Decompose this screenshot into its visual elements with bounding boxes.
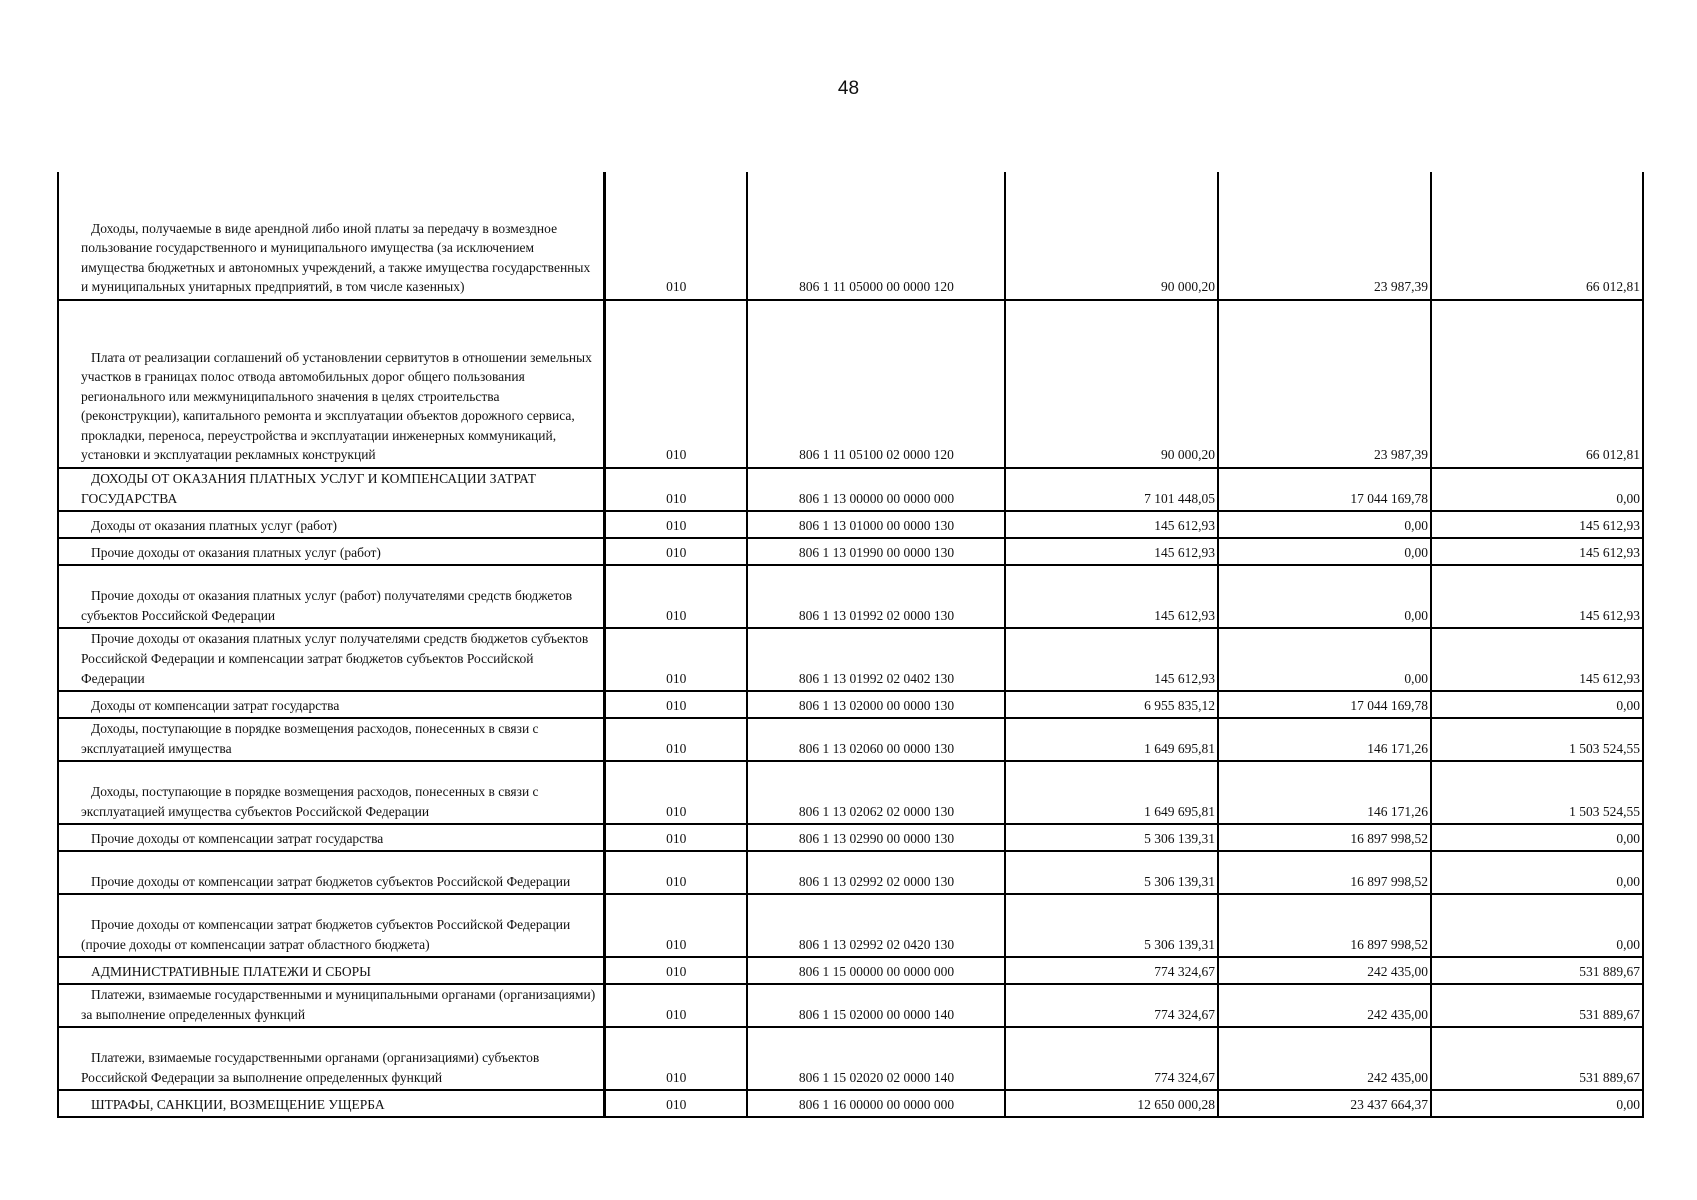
row-name: Прочие доходы от оказания платных услуг (работ) <box>91 544 381 560</box>
amount-col5-cell: 0,00 <box>1218 511 1431 538</box>
budget-code-cell: 806 1 13 01992 02 0402 130 <box>747 628 1005 691</box>
amount-col6-cell: 145 612,93 <box>1431 538 1643 565</box>
row-name-cell <box>58 1027 604 1090</box>
amount-col4-cell: 1 649 695,81 <box>1005 761 1218 824</box>
amount-col6-cell: 0,00 <box>1431 824 1643 851</box>
budget-code-cell: 806 1 13 01992 02 0000 130 <box>747 565 1005 628</box>
row-name-cell <box>58 628 604 691</box>
table-row <box>58 984 1643 1027</box>
amount-col5-cell: 16 897 998,52 <box>1218 824 1431 851</box>
row-name-cell <box>58 300 604 468</box>
row-name-cell <box>58 538 604 565</box>
budget-code-cell: 806 1 13 02990 00 0000 130 <box>747 824 1005 851</box>
amount-col4-cell: 90 000,20 <box>1005 172 1218 300</box>
table-row <box>58 761 1643 824</box>
budget-code-cell: 806 1 13 02060 00 0000 130 <box>747 718 1005 761</box>
line-code-cell: 010 <box>604 691 747 718</box>
amount-col6-cell: 1 503 524,55 <box>1431 718 1643 761</box>
table-row <box>58 1090 1643 1117</box>
table-row <box>58 468 1643 511</box>
amount-col5-cell: 17 044 169,78 <box>1218 468 1431 511</box>
line-code-cell: 010 <box>604 718 747 761</box>
amount-col6-cell: 0,00 <box>1431 1090 1643 1117</box>
row-name-cell <box>58 565 604 628</box>
amount-col4-cell: 90 000,20 <box>1005 300 1218 468</box>
line-code-cell: 010 <box>604 851 747 894</box>
row-name-cell <box>58 718 604 761</box>
row-name-cell <box>58 1090 604 1117</box>
line-code-cell: 010 <box>604 984 747 1027</box>
row-name: Доходы от компенсации затрат государства <box>91 697 340 713</box>
budget-code-cell: 806 1 13 02992 02 0000 130 <box>747 851 1005 894</box>
row-name: Прочие доходы от компенсации затрат бюджетов субъектов Российской Федерации <box>91 873 571 889</box>
table-row <box>58 957 1643 984</box>
row-name: АДМИНИСТРАТИВНЫЕ ПЛАТЕЖИ И СБОРЫ <box>91 963 371 979</box>
amount-col5-cell: 242 435,00 <box>1218 957 1431 984</box>
row-name: ДОХОДЫ ОТ ОКАЗАНИЯ ПЛАТНЫХ УСЛУГ И КОМПЕНСАЦИИ ЗАТРАТ ГОСУДАРСТВА <box>81 471 536 506</box>
amount-col5-cell: 146 171,26 <box>1218 761 1431 824</box>
amount-col4-cell: 145 612,93 <box>1005 628 1218 691</box>
row-name-cell <box>58 468 604 511</box>
table-row <box>58 1027 1643 1090</box>
amount-col6-cell: 1 503 524,55 <box>1431 761 1643 824</box>
row-name-cell <box>58 894 604 957</box>
amount-col6-cell: 0,00 <box>1431 851 1643 894</box>
row-name: Плата от реализации соглашений об установлении сервитутов в отношении земельных участков в границах полос отвода автомобильных дорог общего пользования регионального или межмуниципального значения в целях строительства (реконструкции), капитального ремонта и эксплуатации объектов дорожного сервиса, прокладки, переноса, переустройства и эксплуатации инженерных коммуникаций, установки и эксплуатации рекламных конструкций <box>81 349 592 463</box>
line-code-cell: 010 <box>604 1027 747 1090</box>
amount-col6-cell: 531 889,67 <box>1431 984 1643 1027</box>
amount-col4-cell: 6 955 835,12 <box>1005 691 1218 718</box>
amount-col6-cell: 0,00 <box>1431 691 1643 718</box>
line-code-cell: 010 <box>604 1090 747 1117</box>
row-name: Прочие доходы от оказания платных услуг (работ) получателями средств бюджетов субъектов Российской Федерации <box>81 588 573 623</box>
amount-col5-cell: 23 437 664,37 <box>1218 1090 1431 1117</box>
amount-col5-cell: 0,00 <box>1218 538 1431 565</box>
line-code-cell: 010 <box>604 172 747 300</box>
page-number: 48 <box>837 78 860 99</box>
table-row <box>58 538 1643 565</box>
amount-col6-cell: 66 012,81 <box>1431 172 1643 300</box>
amount-col4-cell: 145 612,93 <box>1005 538 1218 565</box>
amount-col5-cell: 242 435,00 <box>1218 984 1431 1027</box>
line-code-cell: 010 <box>604 894 747 957</box>
budget-code-cell: 806 1 13 01000 00 0000 130 <box>747 511 1005 538</box>
amount-col6-cell: 66 012,81 <box>1431 300 1643 468</box>
amount-col4-cell: 5 306 139,31 <box>1005 894 1218 957</box>
amount-col5-cell: 16 897 998,52 <box>1218 851 1431 894</box>
row-name: Доходы от оказания платных услуг (работ) <box>91 517 337 533</box>
table-row <box>58 824 1643 851</box>
amount-col4-cell: 145 612,93 <box>1005 511 1218 538</box>
row-name: Доходы, получаемые в виде арендной либо иной платы за передачу в возмездное пользование государственного и муниципального имущества (за исключением имущества бюджетных и автономных учреждений, а также имущества государственных и муниципальных унитарных предприятий, в том числе казенных) <box>81 220 591 295</box>
row-name-cell <box>58 851 604 894</box>
line-code-cell: 010 <box>604 957 747 984</box>
amount-col4-cell: 5 306 139,31 <box>1005 824 1218 851</box>
row-name: Прочие доходы от оказания платных услуг получателями средств бюджетов субъектов Российской Федерации и компенсации затрат бюджетов субъектов Российской Федерации <box>81 631 589 686</box>
amount-col6-cell: 145 612,93 <box>1431 628 1643 691</box>
line-code-cell: 010 <box>604 628 747 691</box>
table-row <box>58 894 1643 957</box>
table-row <box>58 691 1643 718</box>
amount-col5-cell: 17 044 169,78 <box>1218 691 1431 718</box>
amount-col5-cell: 146 171,26 <box>1218 718 1431 761</box>
line-code-cell: 010 <box>604 824 747 851</box>
table-row <box>58 172 1643 300</box>
row-name: Доходы, поступающие в порядке возмещения расходов, понесенных в связи с эксплуатацией имущества <box>81 721 539 756</box>
line-code-cell: 010 <box>604 565 747 628</box>
line-code-cell: 010 <box>604 511 747 538</box>
amount-col4-cell: 774 324,67 <box>1005 984 1218 1027</box>
amount-col5-cell: 23 987,39 <box>1218 300 1431 468</box>
amount-col4-cell: 774 324,67 <box>1005 957 1218 984</box>
amount-col4-cell: 5 306 139,31 <box>1005 851 1218 894</box>
row-name-cell <box>58 957 604 984</box>
budget-code-cell: 806 1 13 01990 00 0000 130 <box>747 538 1005 565</box>
table-row <box>58 511 1643 538</box>
table-row <box>58 300 1643 468</box>
amount-col5-cell: 23 987,39 <box>1218 172 1431 300</box>
amount-col4-cell: 145 612,93 <box>1005 565 1218 628</box>
table-row <box>58 565 1643 628</box>
row-name-cell <box>58 984 604 1027</box>
amount-col5-cell: 16 897 998,52 <box>1218 894 1431 957</box>
row-name-cell <box>58 172 604 300</box>
budget-code-cell: 806 1 15 00000 00 0000 000 <box>747 957 1005 984</box>
row-name: Доходы, поступающие в порядке возмещения расходов, понесенных в связи с эксплуатацией имущества субъектов Российской Федерации <box>81 784 539 819</box>
amount-col5-cell: 0,00 <box>1218 565 1431 628</box>
budget-code-cell: 806 1 15 02020 02 0000 140 <box>747 1027 1005 1090</box>
amount-col6-cell: 145 612,93 <box>1431 565 1643 628</box>
budget-code-cell: 806 1 13 00000 00 0000 000 <box>747 468 1005 511</box>
revenue-table <box>57 172 1644 1118</box>
budget-code-cell: 806 1 13 02000 00 0000 130 <box>747 691 1005 718</box>
row-name-cell <box>58 691 604 718</box>
amount-col5-cell: 0,00 <box>1218 628 1431 691</box>
row-name-cell <box>58 824 604 851</box>
budget-code-cell: 806 1 15 02000 00 0000 140 <box>747 984 1005 1027</box>
amount-col6-cell: 531 889,67 <box>1431 957 1643 984</box>
amount-col5-cell: 242 435,00 <box>1218 1027 1431 1090</box>
amount-col6-cell: 0,00 <box>1431 894 1643 957</box>
budget-code-cell: 806 1 11 05000 00 0000 120 <box>747 172 1005 300</box>
table-row <box>58 718 1643 761</box>
row-name: ШТРАФЫ, САНКЦИИ, ВОЗМЕЩЕНИЕ УЩЕРБА <box>91 1096 385 1112</box>
row-name: Прочие доходы от компенсации затрат бюджетов субъектов Российской Федерации (прочие доходы от компенсации затрат областного бюджета) <box>81 917 571 952</box>
amount-col6-cell: 0,00 <box>1431 468 1643 511</box>
revenue-table-body <box>58 172 1643 1117</box>
table-row <box>58 628 1643 691</box>
row-name-cell <box>58 511 604 538</box>
amount-col6-cell: 145 612,93 <box>1431 511 1643 538</box>
row-name-cell <box>58 761 604 824</box>
line-code-cell: 010 <box>604 761 747 824</box>
amount-col4-cell: 12 650 000,28 <box>1005 1090 1218 1117</box>
row-name: Платежи, взимаемые государственными и муниципальными органами (организациями) за выполнение определенных функций <box>81 987 596 1022</box>
amount-col4-cell: 7 101 448,05 <box>1005 468 1218 511</box>
amount-col6-cell: 531 889,67 <box>1431 1027 1643 1090</box>
budget-code-cell: 806 1 16 00000 00 0000 000 <box>747 1090 1005 1117</box>
amount-col4-cell: 774 324,67 <box>1005 1027 1218 1090</box>
table-row <box>58 851 1643 894</box>
line-code-cell: 010 <box>604 300 747 468</box>
line-code-cell: 010 <box>604 468 747 511</box>
budget-code-cell: 806 1 11 05100 02 0000 120 <box>747 300 1005 468</box>
amount-col4-cell: 1 649 695,81 <box>1005 718 1218 761</box>
row-name: Платежи, взимаемые государственными органами (организациями) субъектов Российской Федерации за выполнение определенных функций <box>81 1050 540 1085</box>
budget-code-cell: 806 1 13 02062 02 0000 130 <box>747 761 1005 824</box>
line-code-cell: 010 <box>604 538 747 565</box>
row-name: Прочие доходы от компенсации затрат государства <box>91 830 384 846</box>
budget-code-cell: 806 1 13 02992 02 0420 130 <box>747 894 1005 957</box>
